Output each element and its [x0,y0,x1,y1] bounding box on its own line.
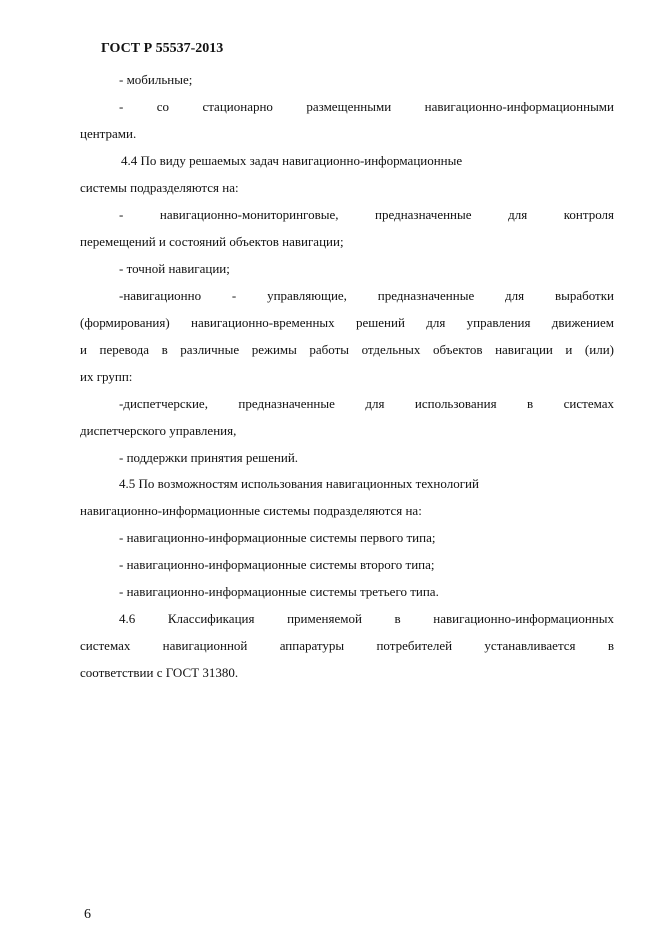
text-line: перемещений и состояний объектов навигации; [80,234,344,249]
text-line: - мобильные; [119,72,193,87]
document-header: ГОСТ Р 55537-2013 [101,41,224,56]
text-line: диспетчерского управления, [80,423,237,438]
text-line: - поддержки принятия решений. [119,450,299,465]
text-line: - навигационно-мониторинговые, предназначенные для контроля [119,207,614,222]
text-line: системы подразделяются на: [80,180,239,195]
page-number: 6 [84,907,91,922]
list-item: - навигационно-информационные системы второго типа; [119,557,435,572]
text-line: -навигационно - управляющие, предназначенные для выработки [119,288,614,303]
text-line: (формирования) навигационно-временных решений для управления движением [80,315,614,330]
text-line: центрами. [80,126,137,141]
section-4-6-heading: 4.6 Классификация применяемой в навигационно-информационных [119,611,614,626]
list-item: - навигационно-информационные системы третьего типа. [119,584,439,599]
text-line: - точной навигации; [119,261,230,276]
text-line: и перевода в различные режимы работы отдельных объектов навигации и (или) [80,342,614,357]
text-line: навигационно-информационные системы подразделяются на: [80,503,422,518]
list-item: - навигационно-информационные системы первого типа; [119,530,436,545]
section-4-4-heading: 4.4 По виду решаемых задач навигационно-информационные [121,153,463,168]
text-line: соответствии с ГОСТ 31380. [80,665,239,680]
text-line: их групп: [80,369,133,384]
section-4-5-heading: 4.5 По возможностям использования навигационных технологий [119,476,479,491]
text-line: системах навигационной аппаратуры потребителей устанавливается в [80,638,614,653]
text-line: - со стационарно размещенными навигационно-информационными [119,99,614,114]
text-line: -диспетчерские, предназначенные для использования в системах [119,396,614,411]
